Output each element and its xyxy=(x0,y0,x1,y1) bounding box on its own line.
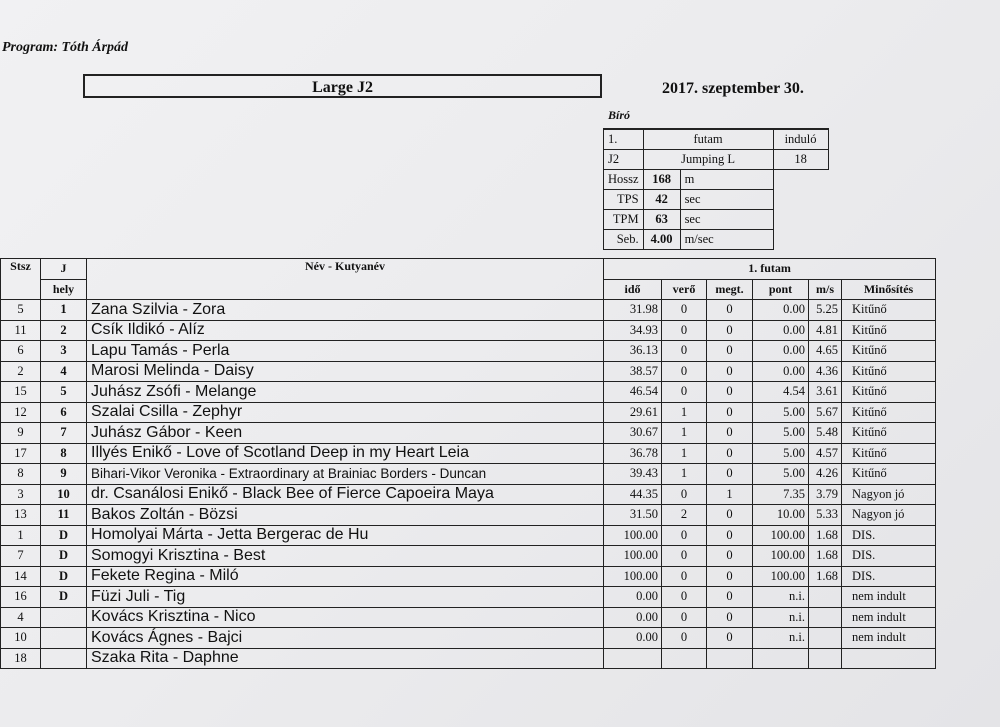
row-hely: 2 xyxy=(41,320,87,341)
info-gap xyxy=(773,210,828,230)
row-faults: 0 xyxy=(662,546,707,567)
row-time: 31.98 xyxy=(604,300,662,321)
header-stsz: Stsz xyxy=(1,259,41,300)
row-name: Kovács Ágnes - Bajci xyxy=(87,628,604,649)
table-row xyxy=(1,607,936,628)
row-faults: 0 xyxy=(662,587,707,608)
row-stsz: 7 xyxy=(1,546,41,567)
class-title: Large J2 xyxy=(83,74,602,98)
futam-number: 1. xyxy=(604,129,644,150)
table-row xyxy=(1,361,936,382)
row-name: Illyés Enikő - Love of Scotland Deep in my Heart Leia xyxy=(87,443,604,464)
row-hely xyxy=(41,648,87,669)
row-hely: 4 xyxy=(41,361,87,382)
row-refusals: 0 xyxy=(707,505,753,526)
row-speed: 4.36 xyxy=(809,361,842,382)
row-speed: 3.61 xyxy=(809,382,842,403)
tps-value: 42 xyxy=(643,190,680,210)
header-minosites: Minősítés xyxy=(842,279,936,300)
row-time: 38.57 xyxy=(604,361,662,382)
row-hely: D xyxy=(41,525,87,546)
table-row xyxy=(1,587,936,608)
row-speed: 1.68 xyxy=(809,566,842,587)
info-gap xyxy=(773,170,828,190)
row-refusals: 0 xyxy=(707,341,753,362)
row-refusals: 0 xyxy=(707,628,753,649)
row-qualification: Kitűnő xyxy=(842,341,936,362)
row-hely: 8 xyxy=(41,443,87,464)
row-name: Juhász Zsófi - Melange xyxy=(87,382,604,403)
row-hely: 10 xyxy=(41,484,87,505)
row-stsz: 9 xyxy=(1,423,41,444)
row-faults xyxy=(662,648,707,669)
table-row xyxy=(1,402,936,423)
row-speed: 4.81 xyxy=(809,320,842,341)
row-name: Kovács Krisztina - Nico xyxy=(87,607,604,628)
hossz-label: Hossz xyxy=(604,170,644,190)
row-qualification: Kitűnő xyxy=(842,464,936,485)
row-hely: 1 xyxy=(41,300,87,321)
row-faults: 0 xyxy=(662,525,707,546)
row-qualification: DIS. xyxy=(842,566,936,587)
header-name: Név - Kutyanév xyxy=(87,259,604,300)
row-points: 0.00 xyxy=(753,300,809,321)
row-time: 30.67 xyxy=(604,423,662,444)
row-time: 100.00 xyxy=(604,525,662,546)
course-type: Jumping L xyxy=(643,150,773,170)
row-time: 29.61 xyxy=(604,402,662,423)
row-name: Szaka Rita - Daphne xyxy=(87,648,604,669)
row-points xyxy=(753,648,809,669)
row-refusals: 0 xyxy=(707,607,753,628)
row-hely xyxy=(41,607,87,628)
row-faults: 0 xyxy=(662,607,707,628)
row-refusals: 0 xyxy=(707,443,753,464)
row-qualification: Kitűnő xyxy=(842,320,936,341)
row-refusals xyxy=(707,648,753,669)
header-hely: hely xyxy=(41,279,87,300)
row-speed: 5.25 xyxy=(809,300,842,321)
tpm-unit: sec xyxy=(680,210,773,230)
row-qualification: DIS. xyxy=(842,525,936,546)
row-refusals: 0 xyxy=(707,382,753,403)
row-speed xyxy=(809,587,842,608)
row-refusals: 0 xyxy=(707,587,753,608)
row-qualification: Kitűnő xyxy=(842,300,936,321)
class-code: J2 xyxy=(604,150,644,170)
row-faults: 0 xyxy=(662,320,707,341)
row-points: 0.00 xyxy=(753,361,809,382)
row-points: n.i. xyxy=(753,587,809,608)
row-stsz: 12 xyxy=(1,402,41,423)
header-pont: pont xyxy=(753,279,809,300)
row-stsz: 14 xyxy=(1,566,41,587)
header-vero: verő xyxy=(662,279,707,300)
row-qualification: Nagyon jó xyxy=(842,505,936,526)
row-refusals: 0 xyxy=(707,320,753,341)
table-row xyxy=(1,484,936,505)
row-time xyxy=(604,648,662,669)
row-speed: 1.68 xyxy=(809,546,842,567)
row-name: Juhász Gábor - Keen xyxy=(87,423,604,444)
row-speed: 3.79 xyxy=(809,484,842,505)
row-refusals: 0 xyxy=(707,566,753,587)
row-time: 44.35 xyxy=(604,484,662,505)
tpm-value: 63 xyxy=(643,210,680,230)
row-speed: 5.33 xyxy=(809,505,842,526)
row-hely: 11 xyxy=(41,505,87,526)
row-time: 39.43 xyxy=(604,464,662,485)
row-faults: 0 xyxy=(662,382,707,403)
row-points: 100.00 xyxy=(753,525,809,546)
row-faults: 1 xyxy=(662,402,707,423)
row-stsz: 10 xyxy=(1,628,41,649)
row-points: 7.35 xyxy=(753,484,809,505)
row-hely xyxy=(41,628,87,649)
info-gap xyxy=(773,230,828,250)
row-name: dr. Csanálosi Enikő - Black Bee of Fierce Capoeira Maya xyxy=(87,484,604,505)
row-stsz: 8 xyxy=(1,464,41,485)
row-speed: 5.67 xyxy=(809,402,842,423)
row-stsz: 16 xyxy=(1,587,41,608)
tpm-label: TPM xyxy=(604,210,644,230)
hossz-value: 168 xyxy=(643,170,680,190)
row-stsz: 13 xyxy=(1,505,41,526)
event-date: 2017. szeptember 30. xyxy=(662,80,804,97)
judge-label: Bíró xyxy=(608,108,631,122)
row-name: Fekete Regina - Miló xyxy=(87,566,604,587)
row-faults: 2 xyxy=(662,505,707,526)
row-points: 100.00 xyxy=(753,546,809,567)
row-name: Szalai Csilla - Zephyr xyxy=(87,402,604,423)
row-speed xyxy=(809,607,842,628)
indulo-value: 18 xyxy=(773,150,828,170)
table-row xyxy=(1,320,936,341)
row-time: 100.00 xyxy=(604,546,662,567)
seb-label: Seb. xyxy=(604,230,644,250)
row-time: 0.00 xyxy=(604,628,662,649)
row-stsz: 6 xyxy=(1,341,41,362)
row-stsz: 17 xyxy=(1,443,41,464)
row-time: 100.00 xyxy=(604,566,662,587)
row-speed: 4.65 xyxy=(809,341,842,362)
row-speed: 5.48 xyxy=(809,423,842,444)
seb-value: 4.00 xyxy=(643,230,680,250)
row-name: Marosi Melinda - Daisy xyxy=(87,361,604,382)
row-points: n.i. xyxy=(753,607,809,628)
row-faults: 1 xyxy=(662,464,707,485)
row-name: Bakos Zoltán - Bözsi xyxy=(87,505,604,526)
table-row xyxy=(1,341,936,362)
row-stsz: 18 xyxy=(1,648,41,669)
table-row xyxy=(1,443,936,464)
row-points: 0.00 xyxy=(753,320,809,341)
row-qualification: nem indult xyxy=(842,607,936,628)
row-name: Bihari-Vikor Veronika - Extraordinary at Brainiac Borders - Duncan xyxy=(87,464,604,485)
row-refusals: 0 xyxy=(707,464,753,485)
header-ms: m/s xyxy=(809,279,842,300)
row-faults: 0 xyxy=(662,300,707,321)
row-speed xyxy=(809,648,842,669)
row-refusals: 0 xyxy=(707,361,753,382)
row-hely: 6 xyxy=(41,402,87,423)
row-points: 5.00 xyxy=(753,443,809,464)
row-stsz: 3 xyxy=(1,484,41,505)
table-row xyxy=(1,505,936,526)
header-ido: idő xyxy=(604,279,662,300)
row-name: Füzi Juli - Tig xyxy=(87,587,604,608)
row-refusals: 0 xyxy=(707,546,753,567)
row-time: 31.50 xyxy=(604,505,662,526)
tps-label: TPS xyxy=(604,190,644,210)
hossz-unit: m xyxy=(680,170,773,190)
row-qualification: Kitűnő xyxy=(842,361,936,382)
row-refusals: 1 xyxy=(707,484,753,505)
table-row xyxy=(1,628,936,649)
row-time: 36.78 xyxy=(604,443,662,464)
row-faults: 0 xyxy=(662,628,707,649)
row-points: 100.00 xyxy=(753,566,809,587)
row-name: Homolyai Márta - Jetta Bergerac de Hu xyxy=(87,525,604,546)
row-stsz: 5 xyxy=(1,300,41,321)
results-table xyxy=(0,258,936,669)
row-qualification: Kitűnő xyxy=(842,402,936,423)
row-time: 34.93 xyxy=(604,320,662,341)
row-refusals: 0 xyxy=(707,402,753,423)
row-faults: 0 xyxy=(662,361,707,382)
row-speed: 4.57 xyxy=(809,443,842,464)
row-qualification: Nagyon jó xyxy=(842,484,936,505)
row-hely: 5 xyxy=(41,382,87,403)
row-time: 0.00 xyxy=(604,587,662,608)
row-faults: 0 xyxy=(662,484,707,505)
row-stsz: 15 xyxy=(1,382,41,403)
row-points: 0.00 xyxy=(753,341,809,362)
program-label: Program: Tóth Árpád xyxy=(2,40,129,55)
row-time: 36.13 xyxy=(604,341,662,362)
row-points: 5.00 xyxy=(753,464,809,485)
row-refusals: 0 xyxy=(707,423,753,444)
row-speed xyxy=(809,628,842,649)
row-hely: 9 xyxy=(41,464,87,485)
table-row xyxy=(1,300,936,321)
course-info-table xyxy=(603,128,829,250)
table-row xyxy=(1,648,936,669)
table-row xyxy=(1,566,936,587)
row-refusals: 0 xyxy=(707,300,753,321)
row-qualification: Kitűnő xyxy=(842,423,936,444)
row-hely: D xyxy=(41,587,87,608)
row-points: 5.00 xyxy=(753,423,809,444)
row-qualification: Kitűnő xyxy=(842,382,936,403)
table-row xyxy=(1,464,936,485)
header-futam: 1. futam xyxy=(604,259,936,280)
row-qualification: Kitűnő xyxy=(842,443,936,464)
row-name: Csík Ildikó - Alíz xyxy=(87,320,604,341)
row-points: 4.54 xyxy=(753,382,809,403)
row-stsz: 2 xyxy=(1,361,41,382)
header-megt: megt. xyxy=(707,279,753,300)
row-qualification xyxy=(842,648,936,669)
table-row xyxy=(1,382,936,403)
row-hely: D xyxy=(41,566,87,587)
header-j: J xyxy=(41,259,87,280)
row-hely: 3 xyxy=(41,341,87,362)
row-faults: 1 xyxy=(662,423,707,444)
row-points: 5.00 xyxy=(753,402,809,423)
row-speed: 1.68 xyxy=(809,525,842,546)
row-stsz: 4 xyxy=(1,607,41,628)
table-row xyxy=(1,525,936,546)
row-qualification: DIS. xyxy=(842,546,936,567)
table-row xyxy=(1,423,936,444)
info-gap xyxy=(773,190,828,210)
tps-unit: sec xyxy=(680,190,773,210)
table-row xyxy=(1,546,936,567)
row-hely: 7 xyxy=(41,423,87,444)
row-name: Lapu Tamás - Perla xyxy=(87,341,604,362)
row-name: Somogyi Krisztina - Best xyxy=(87,546,604,567)
row-qualification: nem indult xyxy=(842,628,936,649)
row-time: 0.00 xyxy=(604,607,662,628)
row-hely: D xyxy=(41,546,87,567)
futam-label: futam xyxy=(643,129,773,150)
row-faults: 1 xyxy=(662,443,707,464)
row-qualification: nem indult xyxy=(842,587,936,608)
row-stsz: 1 xyxy=(1,525,41,546)
row-faults: 0 xyxy=(662,566,707,587)
seb-unit: m/sec xyxy=(680,230,773,250)
row-time: 46.54 xyxy=(604,382,662,403)
row-name: Zana Szilvia - Zora xyxy=(87,300,604,321)
indulo-label: induló xyxy=(773,129,828,150)
row-faults: 0 xyxy=(662,341,707,362)
row-stsz: 11 xyxy=(1,320,41,341)
row-points: n.i. xyxy=(753,628,809,649)
row-points: 10.00 xyxy=(753,505,809,526)
row-speed: 4.26 xyxy=(809,464,842,485)
row-refusals: 0 xyxy=(707,525,753,546)
